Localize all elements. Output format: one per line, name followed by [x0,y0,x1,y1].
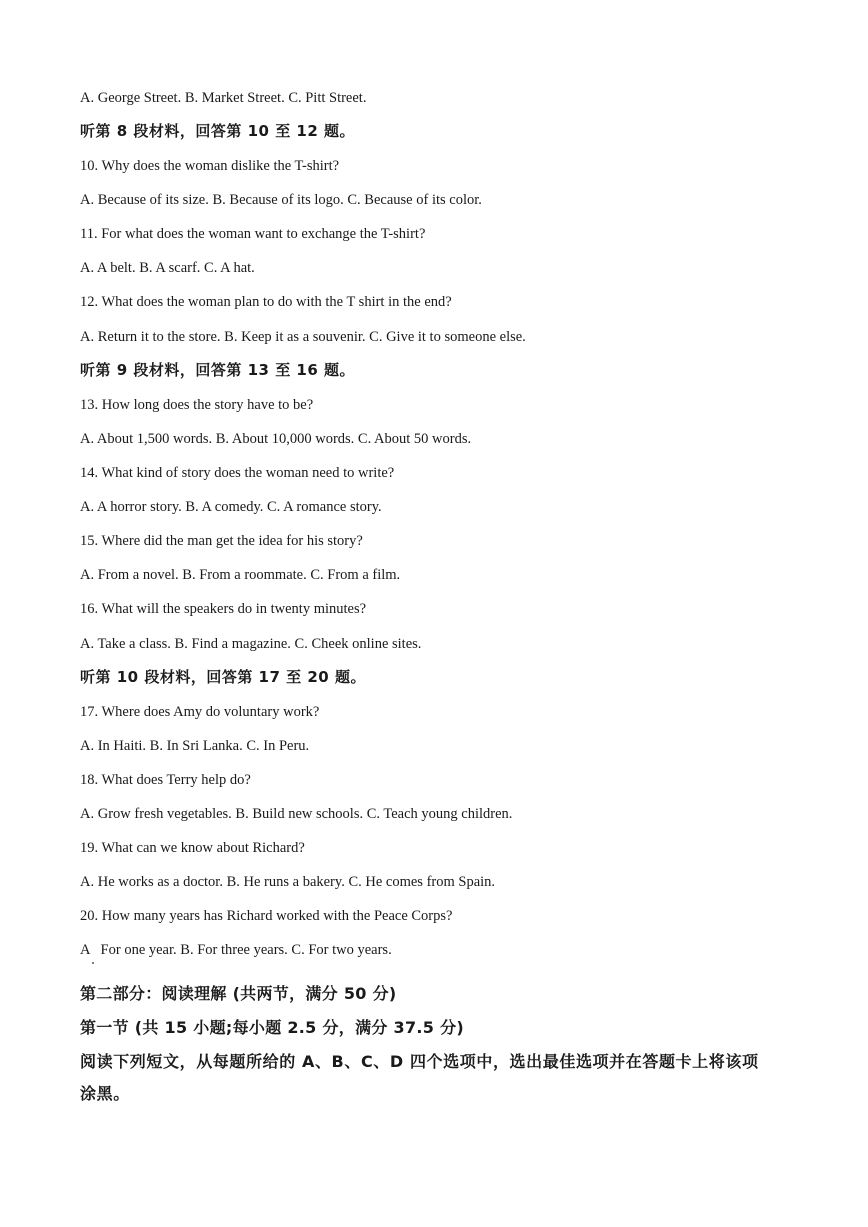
answer-options-14: A. A horror story. B. A comedy. C. A romance story. [80,499,382,515]
section-heading-8: 听第 8 段材料，回答第 10 至 12 题。 [80,122,356,140]
question-14: 14. What kind of story does the woman need to write? [80,465,395,481]
answer-options-11: A. A belt. B. A scarf. C. A hat. [80,260,255,276]
answer-options-17: A. In Haiti. B. In Sri Lanka. C. In Peru. [80,738,310,754]
question-16: 16. What will the speakers do in twenty minutes? [80,601,367,617]
part-two-heading: 第二部分：阅读理解 (共两节，满分 50 分) [80,984,397,1003]
section-heading-9: 听第 9 段材料，回答第 13 至 16 题。 [80,361,356,379]
answer-options-12: A. Return it to the store. B. Keep it as a souvenir. C. Give it to someone else. [80,329,526,345]
question-12: 12. What does the woman plan to do with the T shirt in the end? [80,294,452,310]
answer-options-20: A For one year. B. For three years. C. For two years. [80,942,392,958]
section-heading-10: 听第 10 段材料，回答第 17 至 20 题。 [80,668,366,686]
question-13: 13. How long does the story have to be? [80,397,314,413]
answer-options-19: A. He works as a doctor. B. He runs a bakery. C. He comes from Spain. [80,874,496,890]
answer-options-13: A. About 1,500 words. B. About 10,000 words. C. About 50 words. [80,431,472,447]
question-10: 10. Why does the woman dislike the T-shirt? [80,158,340,174]
question-18: 18. What does Terry help do? [80,772,251,788]
instructions-line-1: 阅读下列短文，从每题所给的 A、B、C、D 四个选项中，选出最佳选项并在答题卡上将该项 [80,1052,759,1071]
question-20: 20. How many years has Richard worked with the Peace Corps? [80,908,453,924]
stray-dot-mark [92,962,94,964]
question-15: 15. Where did the man get the idea for his story? [80,533,363,549]
section-one-heading: 第一节 (共 15 小题;每小题 2.5 分，满分 37.5 分) [80,1018,465,1037]
answer-options-18: A. Grow fresh vegetables. B. Build new schools. C. Teach young children. [80,806,513,822]
answer-options-9: A. George Street. B. Market Street. C. Pitt Street. [80,90,367,106]
question-17: 17. Where does Amy do voluntary work? [80,704,320,720]
answer-options-10: A. Because of its size. B. Because of its logo. C. Because of its color. [80,192,482,208]
question-19: 19. What can we know about Richard? [80,840,305,856]
answer-options-15: A. From a novel. B. From a roommate. C. From a film. [80,567,401,583]
answer-options-16: A. Take a class. B. Find a magazine. C. Cheek online sites. [80,636,422,652]
instructions-line-2: 涂黑。 [80,1084,130,1103]
question-11: 11. For what does the woman want to exchange the T-shirt? [80,226,426,242]
